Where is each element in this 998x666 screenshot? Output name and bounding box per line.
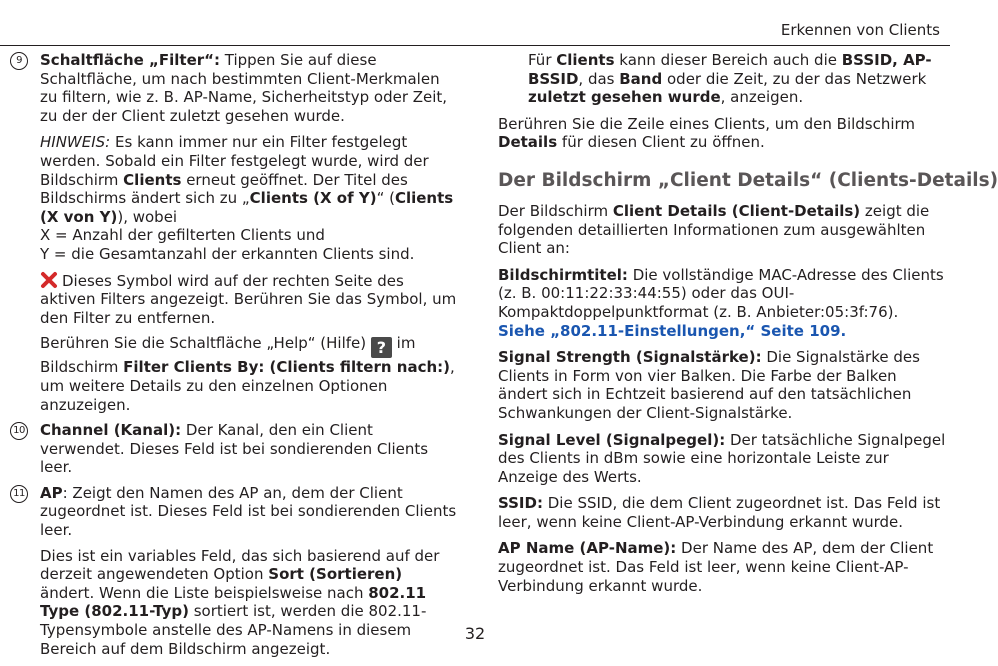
- title-definition: [498, 266, 946, 340]
- intro-text-1: Der Bildschirm: [498, 201, 613, 220]
- cont-text-4: oder die Zeit, zu der das Netzwerk: [662, 69, 927, 88]
- item-number-badge: 11: [10, 485, 28, 503]
- item-10-paragraph: [40, 421, 458, 477]
- ap-name-definition: [498, 539, 946, 595]
- touch-bold: Details: [498, 133, 558, 152]
- list-item-10: [10, 421, 458, 477]
- page-number: 32: [464, 624, 486, 643]
- title-def-label: Bildschirmtitel:: [498, 265, 628, 284]
- right-column: [498, 51, 998, 603]
- item-9-label: Schaltfläche „Filter“:: [40, 51, 220, 69]
- cont-text-1: Für: [528, 51, 557, 69]
- variable-note-text-3: sortiert ist, werden die 802.11-Typensymbole anstelle des AP-Namens in diesem Bereich auf dem Bildschirm angezeigt.: [40, 602, 427, 658]
- cont-text-2: kann dieser Bereich auch die: [614, 51, 842, 69]
- apname-def-label: AP Name (AP-Name):: [498, 539, 677, 558]
- hinweis-text-3: “ (: [376, 189, 395, 208]
- variable-note-text-2: ändert. Wenn die Liste beispielsweise nach: [40, 583, 369, 602]
- help-note-text-1: Berühren Sie die Schaltfläche „Help“ (Hilfe): [40, 334, 371, 353]
- apname-def-text: Der Name des AP, dem der Client zugeordnet ist. Das Feld ist leer, wenn keine Client-AP-Verbindung erkannt wurde.: [498, 539, 934, 595]
- list-item-11: [10, 484, 458, 540]
- cont-bold-1: Clients: [556, 51, 615, 69]
- touch-text-1: Berühren Sie die Zeile eines Clients, um den Bildschirm: [498, 114, 916, 133]
- header-rule: [0, 45, 950, 46]
- hinweis-block: [10, 133, 458, 414]
- item-11-text: : Zeigt den Namen des AP an, dem der Client zugeordnet ist. Dieses Feld ist bei sondierenden Clients leer.: [40, 483, 457, 540]
- left-column: [10, 51, 458, 666]
- hinweis-text-2: erneut geöffnet. Der Titel des Bildschirms ändert sich zu „: [40, 170, 408, 208]
- help-note-text-2: im Bildschirm: [40, 334, 416, 377]
- help-note-text-3: , um weitere Details zu den einzelnen Optionen anzuzeigen.: [40, 358, 455, 414]
- cont-bold-2: BSSID, AP-BSSID: [528, 51, 932, 88]
- ssid-def-label: SSID:: [498, 494, 543, 513]
- cross-reference-link[interactable]: Siehe „802.11-Einstellungen,“ Seite 109.: [498, 321, 847, 340]
- help-note: [40, 334, 458, 414]
- hinweis-bold-1: Clients: [123, 170, 182, 189]
- touch-row-paragraph: [498, 115, 946, 152]
- hinweis-paragraph: [40, 133, 458, 263]
- ssid-definition: [498, 494, 946, 531]
- close-x-icon: [40, 271, 58, 289]
- strength-def-text: Die Signalstärke des Clients in Form von vier Balken. Die Farbe der Balken ändert sich in Echtzeit basierend auf den tatsächlichen Schwankungen der Client-Signalstärke.: [498, 348, 920, 422]
- intro-bold: Client Details (Client-Details): [612, 201, 861, 220]
- hinweis-line-y: Y = die Gesamtanzahl der erkannten Clients sind.: [40, 244, 415, 263]
- title-def-text: Die vollständige MAC-Adresse des Clients (z. B. 00:11:22:33:44:55) oder das OUI-Kompaktdoppelpunktformat (z. B. Anbieter:05:3f:76).: [498, 265, 944, 321]
- cont-text-5: , anzeigen.: [720, 88, 804, 107]
- continued-paragraph: [528, 51, 946, 107]
- intro-text-2: zeigt die folgenden detaillierten Informationen zum ausgewählten Client an:: [498, 201, 930, 258]
- cont-bold-3: Band: [619, 69, 663, 88]
- continued-block: [498, 51, 946, 107]
- item-10-label: Channel (Kanal):: [40, 421, 182, 440]
- item-number-badge: 10: [10, 422, 28, 440]
- list-item-9: [10, 51, 458, 125]
- level-def-text: Der tatsächliche Signalpegel des Clients in dBm sowie eine horizontale Leiste zur Anzeige des Werts.: [498, 430, 946, 486]
- hinweis-text-4: ), wobei: [117, 207, 178, 226]
- variable-note-bold-1: Sort (Sortieren): [268, 565, 403, 584]
- variable-note-bold-2: 802.11 Type (802.11-Typ): [40, 583, 427, 621]
- symbol-note-text: Dieses Symbol wird auf der rechten Seite des aktiven Filters angezeigt. Berühren Sie das Symbol, um den Filter zu entfernen.: [40, 271, 457, 327]
- strength-def-label: Signal Strength (Signalstärke):: [498, 348, 762, 367]
- item-11-paragraph: [40, 484, 458, 540]
- section-heading: Der Bildschirm „Client Details“ (Clients-Details): [498, 169, 998, 191]
- cont-text-3: , das: [578, 69, 620, 88]
- touch-text-2: für diesen Client zu öffnen.: [557, 133, 765, 152]
- item-10-text: Der Kanal, den ein Client verwendet. Dieses Feld ist bei sondierenden Clients leer.: [40, 421, 429, 477]
- hinweis-text-1: Es kann immer nur ein Filter festgelegt werden. Sobald ein Filter festgelegt wurde, wird der Bildschirm: [40, 133, 429, 189]
- item-9-paragraph: [40, 51, 458, 125]
- hinweis-bold-2: Clients (X of Y): [249, 189, 377, 208]
- hinweis-label: HINWEIS:: [40, 133, 111, 152]
- item-number-badge: 9: [10, 52, 28, 70]
- level-def-label: Signal Level (Signalpegel):: [498, 430, 726, 449]
- hinweis-bold-3: Clients (X von Y): [40, 189, 454, 226]
- cont-bold-4: zuletzt gesehen wurde: [528, 88, 721, 107]
- variable-note-text-1: Dies ist ein variables Feld, das sich basierend auf der derzeit angewendeten Option: [40, 546, 440, 584]
- running-header: Erkennen von Clients: [780, 21, 940, 39]
- signal-strength-definition: [498, 348, 946, 422]
- ssid-def-text: Die SSID, die dem Client zugeordnet ist. Das Feld ist leer, wenn keine Client-AP-Verbindung erkannt wurde.: [498, 494, 941, 531]
- intro-paragraph: [498, 202, 946, 258]
- item-11-label: AP: [40, 483, 63, 502]
- help-icon: ?: [371, 337, 392, 358]
- help-note-bold: Filter Clients By: (Clients filtern nach:): [123, 358, 451, 377]
- symbol-note: [40, 271, 458, 328]
- hinweis-line-x: X = Anzahl der gefilterten Clients und: [40, 226, 325, 245]
- signal-level-definition: [498, 431, 946, 487]
- item-9-text: Tippen Sie auf diese Schaltfläche, um nach bestimmten Client-Merkmalen zu filtern, wie z. B. AP-Name, Sicherheitstyp oder Zeit, zu der der Client zuletzt gesehen wurde.: [40, 51, 448, 125]
